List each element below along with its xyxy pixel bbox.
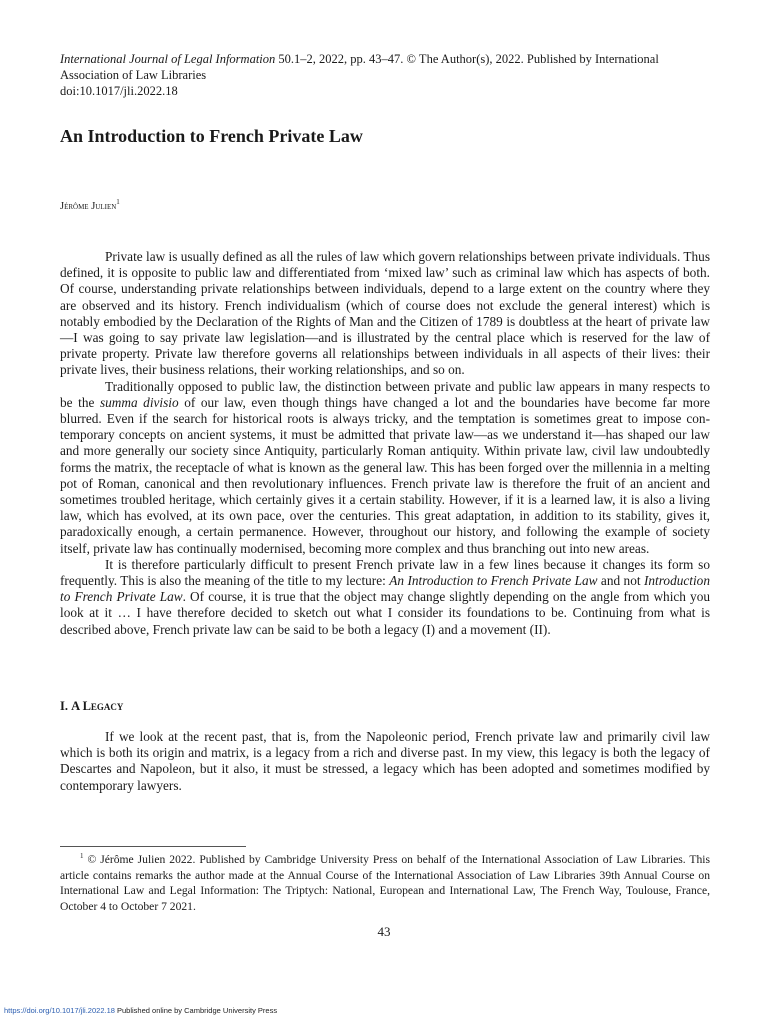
header-doi: doi:10.1017/jli.2022.18: [60, 84, 178, 98]
paragraph-text: It is therefore particularly difficult to present French private law in a few lines because it changes its form so frequently. This is also the meaning of the title to my lecture:: [60, 556, 710, 589]
footnote-mark: 1: [80, 852, 84, 860]
paragraph-text: Private law is usually defined as all the rules of law which govern relationships between private individuals. Thus defined, it is opposite to public law and differentiated from ‘mixed law’ such as criminal law which has aspects of both. Of course, understanding private relationships between individuals, depend to a large extent on the country where they are observed and its history. French individualism (which of course does not exclude the general interest) which is notably embodied by the Declaration of the Rights of Man and the Citizen of 1789 is doubtless at the heart of private law—I was going to say private law legislation—and is illustrated by the central place which is reserved for the law of private property. Private law therefore governs all relationships between individuals in all aspects of their lives: their private lives, their business relations, their working relationships, and so on.: [60, 249, 710, 378]
paragraph-text: . Of course, it is true that the object may change slightly depending on the angle from which you look at it … I have therefore decided to sketch out what I consider its foundations to be. Continuing from what is described above, French private law can be said to be both a legacy (I) and a movement (II).: [60, 589, 710, 637]
paragraph-text: Traditionally opposed to public law, the distinction between private and public law appears in many respects to be the: [60, 378, 710, 410]
section-heading: [60, 698, 123, 714]
italic-title: An Introduction to French Private Law: [389, 573, 598, 589]
footnote-divider: [60, 846, 246, 847]
italic-term: summa divisio: [99, 394, 179, 410]
paragraph-text: of our law, even though things have changed a lot and the boundaries have become far more blurred. Even if the search for historical roots is always tricky, and the temptation is sometimes great to impose contemporary concepts on ancient systems, it must be admitted that private law—as we understand it—has shaped our law and more generally our society since Antiquity, particularly Roman antiquity. Within private law, civil law undoubtedly forms the matrix, the receptacle of what is known as the general law. This has been forged over the millennia in a melting pot of Roman, canonical and then revolutionary influences. French private law is therefore the fruit of an ancient and sometimes troubled heritage, which certainly gives it a certain stability. However, if it is a learned law, it is also a living law, which has evolved, at its own pace, over the centuries. This great adaptation, in addition to its stability, gives it, paradoxically enough, a certain permanence. However, throughout our history, and following the example of society itself, private law has continually modernised, becoming more complex and thus branching out into new areas.: [60, 394, 710, 556]
author-line: [60, 200, 120, 213]
section-paragraph: If we look at the recent past, that is, from the Napoleonic period, French private law and primarily civil law which is both its origin and matrix, is a legacy from a rich and diverse past. In my view, this legacy is both the legacy of Descartes and Napoleon, but it also, it must be stressed, a legacy which has been adopted and sometimes modified by contemporary lawyers.: [60, 729, 710, 793]
article-title: An Introduction to French Private Law: [60, 126, 363, 146]
article-body: [60, 249, 710, 638]
footnote: [60, 852, 710, 914]
paragraph-2: [60, 379, 710, 557]
author-name: Jérôme Julien: [60, 201, 117, 212]
imprint-line: [4, 1006, 277, 1015]
imprint-text: Published online by Cambridge University Press: [114, 1006, 278, 1015]
author-footnote-mark[interactable]: 1: [116, 198, 120, 206]
page-number: 43: [377, 924, 391, 939]
section-number: I.: [60, 699, 72, 713]
italic-title: Introduction to French Private Law: [60, 573, 710, 605]
journal-citation: 50.1–2, 2022, pp. 43–47. © The Author(s), 2022. Published by International Association of Law Libraries: [60, 52, 659, 82]
section-title: A Legacy: [71, 699, 124, 713]
section-body: [60, 729, 710, 794]
paragraph-3: [60, 557, 710, 638]
doi-link[interactable]: https://doi.org/10.1017/jli.2022.18: [4, 1006, 115, 1015]
footnote-text: © Jérôme Julien 2022. Published by Cambridge University Press on behalf of the International Association of Law Libraries. This article contains remarks the author made at the Annual Course of the International Association of Law Libraries 39th Annual Course on International Law and Legal Information: The Triptych: National, European and International Law, The French Way, Toulouse, France, October 4 to October 7 2021.: [60, 853, 710, 913]
article-header: [60, 51, 708, 99]
journal-name: International Journal of Legal Information: [60, 52, 276, 66]
paragraph-text: and not: [597, 573, 644, 589]
paragraph-1: [60, 249, 710, 379]
